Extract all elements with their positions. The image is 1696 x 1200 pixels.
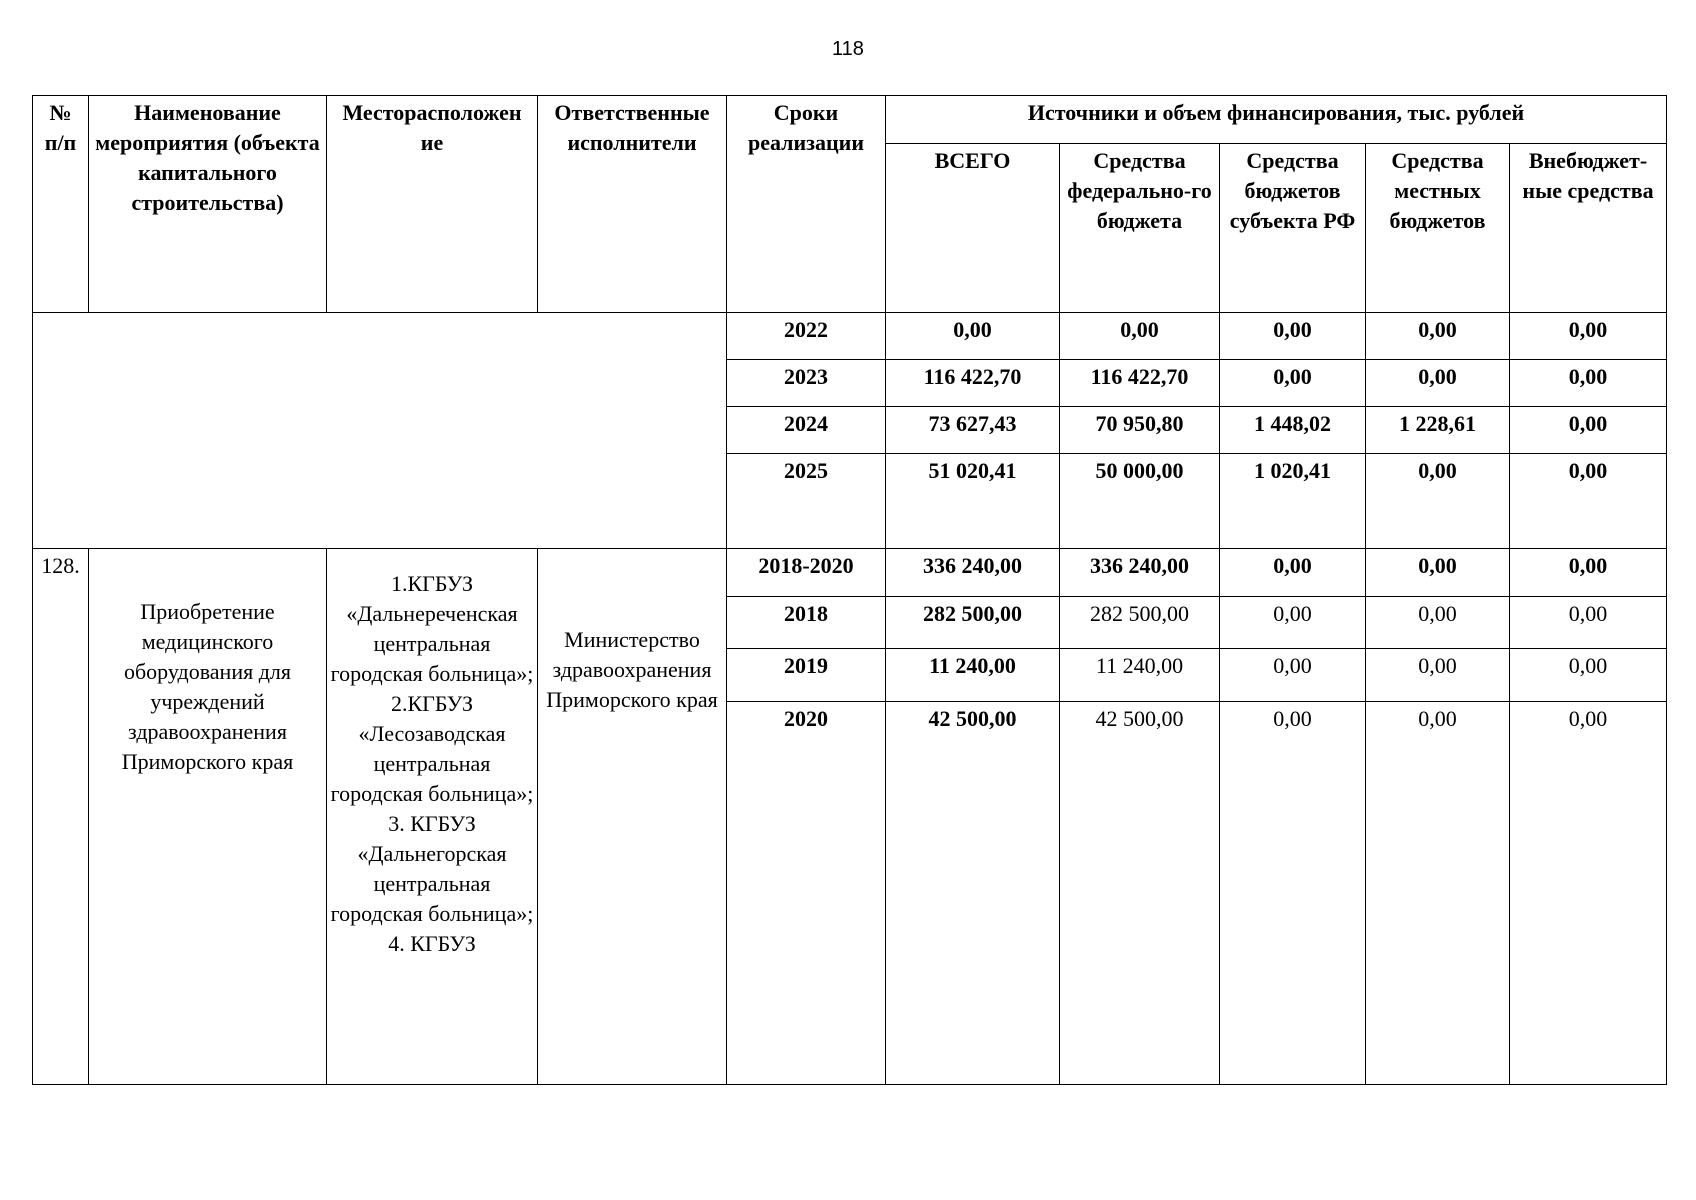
item-number: 128. [33, 549, 89, 1085]
year-cell: 2025 [727, 454, 886, 549]
header-terms: Сроки реализации [727, 96, 886, 313]
header-financing-group: Источники и объем финансирования, тыс. рублей [886, 96, 1667, 144]
total-cell: 51 020,41 [886, 454, 1060, 549]
offbudget-cell: 0,00 [1510, 549, 1667, 597]
header-location: Месторасположен ие [327, 96, 538, 313]
continuation-blank-cell [33, 313, 727, 549]
header-subject: Средства бюджетов субъекта РФ [1220, 144, 1366, 313]
total-cell: 336 240,00 [886, 549, 1060, 597]
year-cell: 2022 [727, 313, 886, 360]
header-local: Средства местных бюджетов [1366, 144, 1510, 313]
local-cell: 1 228,61 [1366, 407, 1510, 454]
federal-cell: 116 422,70 [1060, 360, 1220, 407]
federal-cell: 42 500,00 [1060, 702, 1220, 1085]
offbudget-cell: 0,00 [1510, 407, 1667, 454]
local-cell: 0,00 [1366, 649, 1510, 702]
total-cell: 282 500,00 [886, 597, 1060, 649]
total-cell: 116 422,70 [886, 360, 1060, 407]
subject-cell: 0,00 [1220, 649, 1366, 702]
subject-cell: 0,00 [1220, 549, 1366, 597]
header-name: Наименование мероприятия (объекта капитального строительства) [89, 96, 327, 313]
year-cell: 2018-2020 [727, 549, 886, 597]
year-cell: 2024 [727, 407, 886, 454]
subject-cell: 0,00 [1220, 313, 1366, 360]
subject-cell: 0,00 [1220, 360, 1366, 407]
financing-table [32, 95, 1667, 1085]
federal-cell: 282 500,00 [1060, 597, 1220, 649]
total-cell: 73 627,43 [886, 407, 1060, 454]
item-location: 1.КГБУЗ «Дальнереченская центральная городская больница»; 2.КГБУЗ «Лесозаводская центральная городская больница»; 3. КГБУЗ «Дальнегорская центральная городская больница»; 4. КГБУЗ [327, 549, 538, 1085]
header-federal: Средства федерально-го бюджета [1060, 144, 1220, 313]
offbudget-cell: 0,00 [1510, 702, 1667, 1085]
offbudget-cell: 0,00 [1510, 454, 1667, 549]
table-row [33, 549, 1667, 597]
year-cell: 2020 [727, 702, 886, 1085]
header-offbudget: Внебюджет-ные средства [1510, 144, 1667, 313]
local-cell: 0,00 [1366, 597, 1510, 649]
item-name: Приобретение медицинского оборудования для учреждений здравоохранения Приморского края [89, 549, 327, 1085]
total-cell: 11 240,00 [886, 649, 1060, 702]
federal-cell: 70 950,80 [1060, 407, 1220, 454]
local-cell: 0,00 [1366, 702, 1510, 1085]
table-row [33, 313, 1667, 360]
header-num: № п/п [33, 96, 89, 313]
page-number: 118 [832, 38, 864, 60]
header-total: ВСЕГО [886, 144, 1060, 313]
subject-cell: 0,00 [1220, 702, 1366, 1085]
local-cell: 0,00 [1366, 454, 1510, 549]
year-cell: 2023 [727, 360, 886, 407]
offbudget-cell: 0,00 [1510, 313, 1667, 360]
subject-cell: 1 448,02 [1220, 407, 1366, 454]
federal-cell: 11 240,00 [1060, 649, 1220, 702]
subject-cell: 1 020,41 [1220, 454, 1366, 549]
federal-cell: 0,00 [1060, 313, 1220, 360]
offbudget-cell: 0,00 [1510, 649, 1667, 702]
total-cell: 0,00 [886, 313, 1060, 360]
item-executors: Министерство здравоохранения Приморского края [538, 549, 727, 1085]
header-executors: Ответственные исполнители [538, 96, 727, 313]
federal-cell: 336 240,00 [1060, 549, 1220, 597]
local-cell: 0,00 [1366, 549, 1510, 597]
federal-cell: 50 000,00 [1060, 454, 1220, 549]
offbudget-cell: 0,00 [1510, 360, 1667, 407]
total-cell: 42 500,00 [886, 702, 1060, 1085]
local-cell: 0,00 [1366, 360, 1510, 407]
year-cell: 2019 [727, 649, 886, 702]
subject-cell: 0,00 [1220, 597, 1366, 649]
offbudget-cell: 0,00 [1510, 597, 1667, 649]
local-cell: 0,00 [1366, 313, 1510, 360]
year-cell: 2018 [727, 597, 886, 649]
